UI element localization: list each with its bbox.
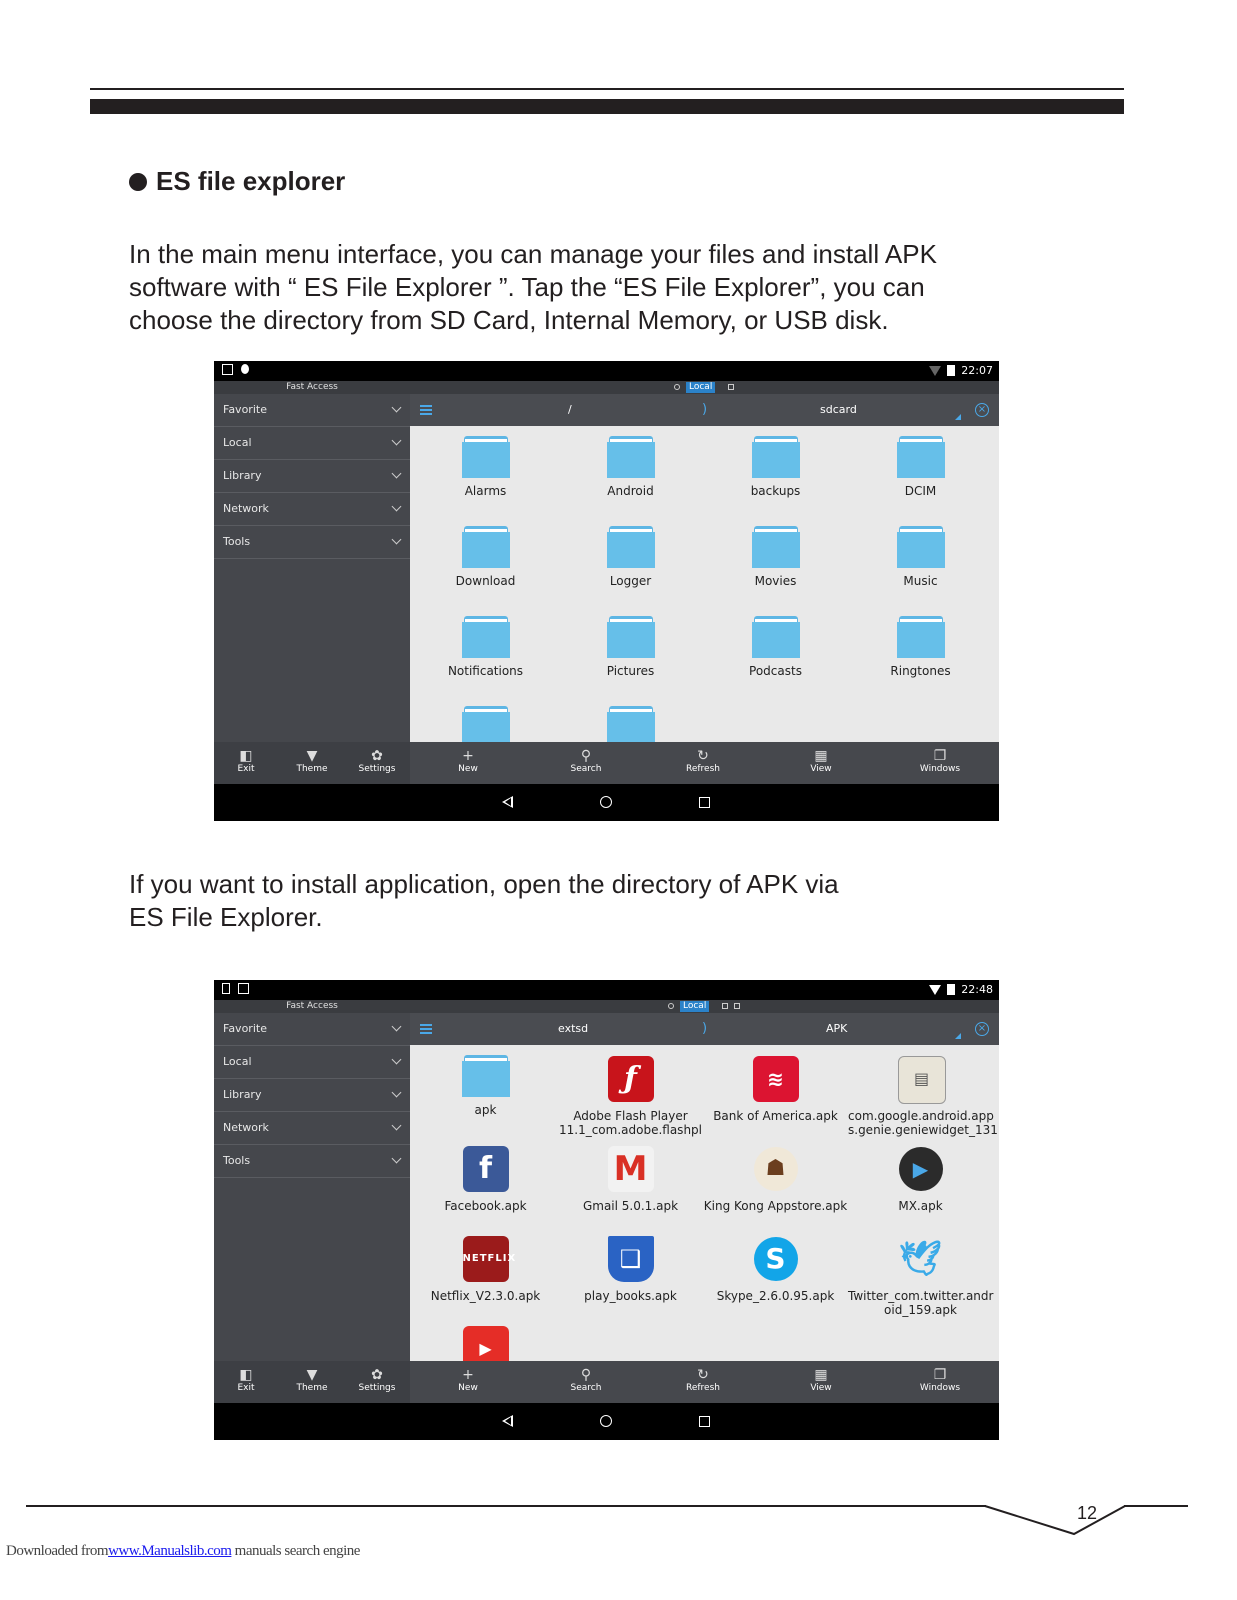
refresh-button[interactable] xyxy=(673,1367,733,1393)
sidebar-item-tools[interactable] xyxy=(214,526,410,559)
window-icon xyxy=(728,384,734,390)
youtube-icon: ▶ xyxy=(462,1325,510,1361)
wifi-icon xyxy=(929,366,941,376)
file-item[interactable] xyxy=(413,1055,558,1117)
window-tabs xyxy=(410,381,999,394)
exit-button[interactable] xyxy=(216,748,276,774)
play-books-icon: ❑ xyxy=(607,1235,655,1283)
google-news-icon: ▤ xyxy=(897,1055,945,1103)
folder-item[interactable] xyxy=(558,706,703,742)
view-button[interactable] xyxy=(791,748,851,774)
android-nav-bar xyxy=(214,1403,999,1440)
intro-line: choose the directory from SD Card, Internal Memory, or USB disk. xyxy=(129,305,889,335)
folder-item[interactable] xyxy=(413,526,558,588)
theme-label: Theme xyxy=(296,1383,328,1393)
item-label: King Kong Appstore.apk xyxy=(703,1199,848,1213)
folder-icon xyxy=(607,526,655,568)
file-grid xyxy=(410,1045,999,1361)
path-bar xyxy=(410,1013,999,1045)
sidebar-item-tools[interactable] xyxy=(214,1145,410,1178)
chevron-down-icon xyxy=(392,403,402,413)
header-rule-thick xyxy=(90,99,1124,114)
close-icon[interactable]: × xyxy=(975,403,989,417)
usb-icon xyxy=(222,983,230,994)
file-item[interactable] xyxy=(558,1145,703,1213)
footer-rule-right xyxy=(1124,1505,1188,1507)
sidebar-item-label: Network xyxy=(223,1121,269,1134)
file-item[interactable] xyxy=(558,1055,703,1137)
folder-item[interactable] xyxy=(703,436,848,498)
manualslib-link[interactable]: www.Manualslib.com xyxy=(108,1543,232,1559)
corner-indicator-icon xyxy=(955,1033,961,1039)
intro-line: software with “ ES File Explorer ”. Tap the “ES File Explorer”, you can xyxy=(129,272,925,302)
file-item[interactable] xyxy=(558,1235,703,1303)
footer-notch xyxy=(984,1498,1126,1538)
view-button[interactable] xyxy=(791,1367,851,1393)
folder-icon xyxy=(462,1055,510,1097)
window-icon xyxy=(734,1003,740,1009)
search-label: Search xyxy=(570,1383,602,1393)
folder-icon xyxy=(752,526,800,568)
theme-label: Theme xyxy=(296,764,328,774)
king-kong-icon: ☗ xyxy=(752,1145,800,1193)
sidebar-item-label: Tools xyxy=(223,535,251,548)
section-heading xyxy=(129,166,345,197)
item-label: MX.apk xyxy=(898,1199,943,1213)
path-separator-icon: ) xyxy=(702,1021,708,1036)
item-label: Alarms xyxy=(464,484,507,498)
new-label: New xyxy=(458,764,478,774)
intro-paragraph xyxy=(129,238,1029,337)
home-icon[interactable] xyxy=(600,1415,612,1427)
search-label: Search xyxy=(570,764,602,774)
path-current[interactable]: sdcard xyxy=(820,403,857,416)
chevron-down-icon xyxy=(392,1022,402,1032)
exit-icon: ◧ xyxy=(239,748,253,764)
bottom-toolbar xyxy=(214,742,999,784)
sidebar-item-library[interactable] xyxy=(214,460,410,493)
gear-icon: ✿ xyxy=(371,1367,383,1383)
exit-icon: ◧ xyxy=(239,1367,253,1383)
sidebar-item-label: Local xyxy=(223,436,252,449)
item-label: Pictures xyxy=(606,664,655,678)
twitter-icon: 🕊 xyxy=(898,1239,943,1279)
recent-apps-icon[interactable] xyxy=(699,1416,710,1427)
gear-icon: ✿ xyxy=(371,748,383,764)
exit-label: Exit xyxy=(237,1383,255,1393)
folder-item[interactable] xyxy=(558,436,703,498)
item-label: apk xyxy=(474,1103,497,1117)
folder-icon xyxy=(752,616,800,658)
intro-line: In the main menu interface, you can manage your files and install APK xyxy=(129,239,937,269)
windows-icon: ❐ xyxy=(933,748,947,764)
path-root[interactable]: extsd xyxy=(558,1022,589,1035)
menu-icon[interactable] xyxy=(420,405,432,407)
back-icon[interactable] xyxy=(502,1415,513,1427)
android-nav-bar xyxy=(214,784,999,821)
folder-item[interactable] xyxy=(848,616,993,678)
heading-text: ES file explorer xyxy=(156,166,346,196)
chevron-down-icon xyxy=(392,1055,402,1065)
search-button[interactable] xyxy=(556,748,616,774)
netflix-icon: NETFLIX xyxy=(462,1235,510,1283)
shirt-icon: ▼ xyxy=(306,1367,318,1383)
sidebar xyxy=(214,1000,410,1361)
folder-icon xyxy=(897,616,945,658)
item-label: Logger xyxy=(609,574,652,588)
close-icon[interactable]: × xyxy=(975,1022,989,1036)
es-explorer-screenshot-sdcard xyxy=(214,361,999,821)
exit-button[interactable] xyxy=(216,1367,276,1393)
corner-indicator-icon xyxy=(955,414,961,420)
sidebar-item-label: Network xyxy=(223,502,269,515)
refresh-icon: ↻ xyxy=(697,748,709,764)
page-number: 12 xyxy=(1077,1503,1098,1523)
file-item[interactable] xyxy=(703,1235,848,1303)
settings-label: Settings xyxy=(358,764,396,774)
shirt-icon: ▼ xyxy=(306,748,318,764)
chevron-down-icon xyxy=(392,1088,402,1098)
windows-label: Windows xyxy=(919,764,961,774)
home-icon[interactable] xyxy=(600,796,612,808)
download-credit xyxy=(6,1543,360,1560)
sidebar-item-label: Local xyxy=(223,1055,252,1068)
item-label: Podcasts xyxy=(749,664,802,678)
sidebar-item-label: Favorite xyxy=(223,403,267,416)
local-window-tab[interactable]: Local xyxy=(680,1001,709,1012)
item-label: Gmail 5.0.1.apk xyxy=(582,1199,679,1213)
theme-button[interactable] xyxy=(282,1367,342,1393)
item-label: Facebook.apk xyxy=(444,1199,527,1213)
tab-dot-icon xyxy=(674,384,680,390)
item-label: Bank of America.apk xyxy=(713,1109,838,1123)
file-grid xyxy=(410,426,999,742)
folder-item[interactable] xyxy=(703,526,848,588)
sidebar-item-favorite[interactable] xyxy=(214,394,410,427)
folder-item[interactable] xyxy=(848,436,993,498)
path-bar xyxy=(410,394,999,426)
chevron-down-icon xyxy=(392,535,402,545)
sidebar-item-label: Library xyxy=(223,469,262,482)
file-item[interactable] xyxy=(848,1145,993,1213)
chevron-down-icon xyxy=(392,1154,402,1164)
refresh-label: Refresh xyxy=(686,1383,720,1393)
settings-button[interactable] xyxy=(347,748,407,774)
folder-icon xyxy=(462,526,510,568)
folder-icon xyxy=(897,436,945,478)
back-icon[interactable] xyxy=(502,796,513,808)
file-item[interactable] xyxy=(703,1055,848,1123)
chevron-down-icon xyxy=(392,469,402,479)
battery-icon xyxy=(947,365,955,376)
folder-item[interactable] xyxy=(703,616,848,678)
bottom-toolbar xyxy=(214,1361,999,1403)
folder-icon xyxy=(607,706,655,742)
search-icon: ⚲ xyxy=(580,1367,592,1383)
refresh-icon: ↻ xyxy=(697,1367,709,1383)
file-item[interactable] xyxy=(848,1235,993,1317)
notification-icon xyxy=(222,364,233,375)
item-label: Netflix_V2.3.0.apk xyxy=(430,1289,541,1303)
refresh-label: Refresh xyxy=(686,764,720,774)
item-label: backups xyxy=(750,484,801,498)
folder-item[interactable] xyxy=(413,436,558,498)
path-current[interactable]: APK xyxy=(826,1022,848,1035)
item-label: Android xyxy=(607,484,654,498)
search-button[interactable] xyxy=(556,1367,616,1393)
plus-icon: + xyxy=(462,1367,474,1383)
windows-button[interactable] xyxy=(910,1367,970,1393)
file-item[interactable] xyxy=(413,1145,558,1213)
sidebar-item-network[interactable] xyxy=(214,493,410,526)
es-explorer-screenshot-apk xyxy=(214,980,999,1440)
wifi-icon xyxy=(929,985,941,995)
folder-icon xyxy=(462,616,510,658)
second-line: If you want to install application, open the directory of APK via xyxy=(129,869,839,899)
footer-rule xyxy=(26,1505,986,1507)
file-item[interactable] xyxy=(413,1235,558,1303)
bullet-icon xyxy=(129,173,147,191)
image-icon xyxy=(238,983,249,994)
status-bar xyxy=(214,361,999,381)
sidebar-item-favorite[interactable] xyxy=(214,1013,410,1046)
folder-icon xyxy=(607,616,655,658)
menu-icon[interactable] xyxy=(420,1024,432,1026)
chevron-down-icon xyxy=(392,1121,402,1131)
file-item[interactable] xyxy=(703,1145,848,1213)
status-time: 22:07 xyxy=(961,364,993,377)
credit-suffix: manuals search engine xyxy=(231,1543,360,1559)
view-label: View xyxy=(810,764,832,774)
view-label: View xyxy=(810,1383,832,1393)
settings-button[interactable] xyxy=(347,1367,407,1393)
folder-item[interactable] xyxy=(558,616,703,678)
item-label: Music xyxy=(903,574,938,588)
sidebar-item-local[interactable] xyxy=(214,427,410,460)
folder-icon xyxy=(462,436,510,478)
item-label: Adobe Flash Player 11.1_com.adobe.flashpl xyxy=(558,1109,702,1137)
sidebar-item-label: Tools xyxy=(223,1154,251,1167)
file-item[interactable] xyxy=(413,1325,558,1361)
sidebar-item-label: Favorite xyxy=(223,1022,267,1035)
path-root[interactable]: / xyxy=(568,403,572,416)
folder-item[interactable] xyxy=(413,706,558,742)
gmail-icon: M xyxy=(607,1145,655,1193)
windows-button[interactable] xyxy=(910,748,970,774)
battery-icon xyxy=(947,984,955,995)
item-label: Ringtones xyxy=(890,664,951,678)
path-separator-icon: ) xyxy=(702,402,708,417)
item-label: com.google.android.app s.genie.geniewidget_131 xyxy=(848,1109,998,1137)
windows-icon: ❐ xyxy=(933,1367,947,1383)
folder-item[interactable] xyxy=(413,616,558,678)
item-label: play_books.apk xyxy=(584,1289,677,1303)
skype-icon: S xyxy=(752,1235,800,1283)
mx-player-icon: ▶ xyxy=(897,1145,945,1193)
second-line: ES File Explorer. xyxy=(129,902,323,932)
grid-icon: ▦ xyxy=(814,1367,828,1383)
sidebar xyxy=(214,381,410,742)
fast-access-title: Fast Access xyxy=(214,1000,410,1013)
sidebar-item-library[interactable] xyxy=(214,1079,410,1112)
status-bar xyxy=(214,980,999,1000)
new-button[interactable] xyxy=(438,1367,498,1393)
item-label: Movies xyxy=(754,574,797,588)
tab-dot-icon xyxy=(668,1003,674,1009)
theme-button[interactable] xyxy=(282,748,342,774)
new-label: New xyxy=(458,1383,478,1393)
folder-icon xyxy=(607,436,655,478)
second-paragraph xyxy=(129,868,1029,934)
grid-icon: ▦ xyxy=(814,748,828,764)
credit-prefix: Downloaded from xyxy=(6,1543,109,1559)
window-tabs xyxy=(410,1000,999,1013)
sidebar-item-label: Library xyxy=(223,1088,262,1101)
plus-icon: + xyxy=(462,748,474,764)
local-window-tab[interactable]: Local xyxy=(686,382,715,393)
folder-icon xyxy=(897,526,945,568)
file-item[interactable] xyxy=(848,1055,998,1137)
item-label: Download xyxy=(455,574,516,588)
item-label: Notifications xyxy=(447,664,524,678)
android-debug-icon xyxy=(241,364,249,374)
chevron-down-icon xyxy=(392,502,402,512)
fast-access-title: Fast Access xyxy=(214,381,410,394)
folder-item[interactable] xyxy=(558,526,703,588)
folder-icon xyxy=(462,706,510,742)
window-icon xyxy=(722,1003,728,1009)
new-button[interactable] xyxy=(438,748,498,774)
folder-icon xyxy=(752,436,800,478)
item-label: Twitter_com.twitter.andr oid_159.apk xyxy=(848,1289,994,1317)
settings-label: Settings xyxy=(358,1383,396,1393)
facebook-icon: f xyxy=(462,1145,510,1193)
adobe-flash-icon: ƒ xyxy=(607,1055,655,1103)
folder-item[interactable] xyxy=(848,526,993,588)
sidebar-item-local[interactable] xyxy=(214,1046,410,1079)
refresh-button[interactable] xyxy=(673,748,733,774)
status-time: 22:48 xyxy=(961,983,993,996)
chevron-down-icon xyxy=(392,436,402,446)
item-label: Skype_2.6.0.95.apk xyxy=(716,1289,835,1303)
windows-label: Windows xyxy=(919,1383,961,1393)
header-rule-thin xyxy=(90,88,1124,90)
exit-label: Exit xyxy=(237,764,255,774)
item-label: DCIM xyxy=(904,484,937,498)
recent-apps-icon[interactable] xyxy=(699,797,710,808)
search-icon: ⚲ xyxy=(580,748,592,764)
bank-of-america-icon: ≋ xyxy=(752,1055,800,1103)
sidebar-item-network[interactable] xyxy=(214,1112,410,1145)
